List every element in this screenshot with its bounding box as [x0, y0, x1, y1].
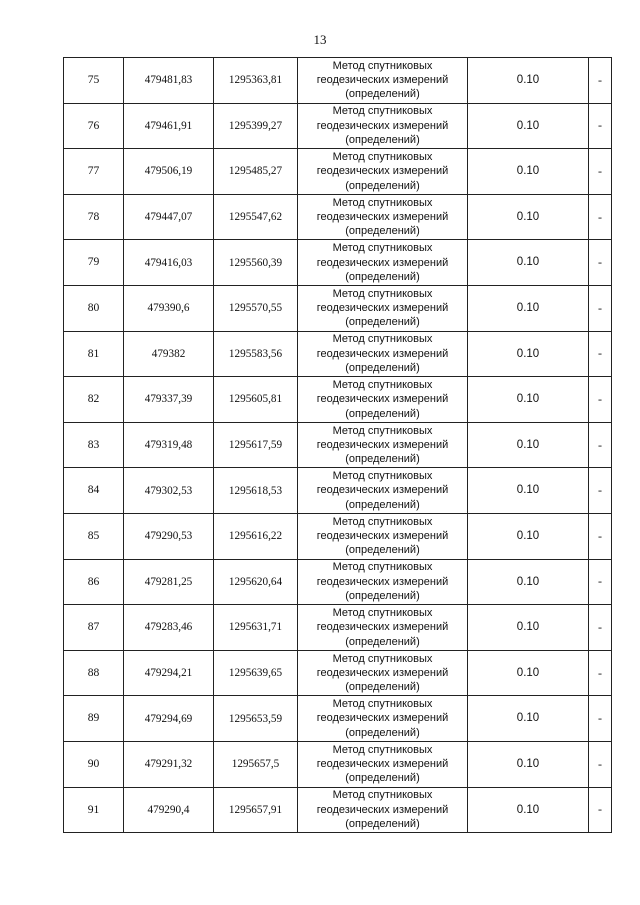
- coordinate-x-cell: 479291,32: [124, 741, 214, 787]
- coordinate-x-cell: 479319,48: [124, 422, 214, 468]
- method-line: геодезических измерений: [316, 530, 449, 543]
- table-row: [64, 513, 612, 559]
- method-line: (определений): [345, 589, 420, 602]
- point-number-cell: 83: [64, 422, 124, 468]
- coordinate-x-cell: 479390,6: [124, 285, 214, 331]
- point-number-cell: 87: [64, 605, 124, 651]
- coordinate-x-cell: 479294,21: [124, 650, 214, 696]
- method-cell: [298, 741, 468, 787]
- method-line: геодезических измерений: [316, 712, 449, 725]
- coordinates-table-body: [64, 58, 612, 833]
- method-line: Метод спутниковых: [332, 606, 433, 619]
- method-line: Метод спутниковых: [332, 105, 433, 118]
- method-line: (определений): [345, 681, 420, 694]
- coordinate-x-cell: 479337,39: [124, 377, 214, 423]
- coordinate-y-cell: 1295617,59: [214, 422, 298, 468]
- note-cell: -: [589, 194, 612, 240]
- coordinate-y-cell: 1295547,62: [214, 194, 298, 240]
- method-line: Метод спутниковых: [332, 515, 433, 528]
- method-line: геодезических измерений: [316, 621, 449, 634]
- coordinate-y-cell: 1295363,81: [214, 58, 298, 104]
- accuracy-cell: 0.10: [468, 149, 589, 195]
- note-cell: -: [589, 559, 612, 605]
- coordinate-y-cell: 1295485,27: [214, 149, 298, 195]
- point-number-cell: 88: [64, 650, 124, 696]
- note-cell: -: [589, 650, 612, 696]
- method-line: (определений): [345, 544, 420, 557]
- method-line: геодезических измерений: [316, 256, 449, 269]
- method-cell: [298, 650, 468, 696]
- accuracy-cell: 0.10: [468, 741, 589, 787]
- method-cell: [298, 58, 468, 104]
- table-row: [64, 285, 612, 331]
- coordinate-y-cell: 1295653,59: [214, 696, 298, 742]
- accuracy-cell: 0.10: [468, 58, 589, 104]
- table-row: [64, 240, 612, 286]
- coordinate-y-cell: 1295583,56: [214, 331, 298, 377]
- method-cell: [298, 285, 468, 331]
- note-cell: -: [589, 285, 612, 331]
- table-row: [64, 103, 612, 149]
- accuracy-cell: 0.10: [468, 559, 589, 605]
- point-number-cell: 75: [64, 58, 124, 104]
- method-line: геодезических измерений: [316, 74, 449, 87]
- point-number-cell: 76: [64, 103, 124, 149]
- accuracy-cell: 0.10: [468, 422, 589, 468]
- method-line: Метод спутниковых: [332, 652, 433, 665]
- note-cell: -: [589, 605, 612, 651]
- method-line: (определений): [345, 270, 420, 283]
- method-cell: [298, 787, 468, 833]
- coordinate-x-cell: 479382: [124, 331, 214, 377]
- method-cell: [298, 194, 468, 240]
- method-line: (определений): [345, 498, 420, 511]
- table-row: [64, 58, 612, 104]
- method-line: геодезических измерений: [316, 347, 449, 360]
- method-line: (определений): [345, 134, 420, 147]
- method-line: (определений): [345, 635, 420, 648]
- table-row: [64, 741, 612, 787]
- method-cell: [298, 559, 468, 605]
- coordinate-y-cell: 1295616,22: [214, 513, 298, 559]
- note-cell: -: [589, 240, 612, 286]
- method-line: (определений): [345, 225, 420, 238]
- note-cell: -: [589, 58, 612, 104]
- method-line: геодезических измерений: [316, 165, 449, 178]
- point-number-cell: 86: [64, 559, 124, 605]
- page-number: 13: [313, 32, 327, 47]
- point-number-cell: 90: [64, 741, 124, 787]
- coordinate-x-cell: 479283,46: [124, 605, 214, 651]
- method-line: геодезических измерений: [316, 575, 449, 588]
- coordinate-y-cell: 1295639,65: [214, 650, 298, 696]
- method-line: геодезических измерений: [316, 210, 449, 223]
- method-line: геодезических измерений: [316, 302, 449, 315]
- method-line: (определений): [345, 362, 420, 374]
- note-cell: -: [589, 331, 612, 377]
- coordinate-x-cell: 479294,69: [124, 696, 214, 742]
- point-number-cell: 78: [64, 194, 124, 240]
- method-cell: [298, 377, 468, 423]
- coordinate-y-cell: 1295560,39: [214, 240, 298, 286]
- method-cell: [298, 605, 468, 651]
- accuracy-cell: 0.10: [468, 331, 589, 377]
- accuracy-cell: 0.10: [468, 377, 589, 423]
- method-cell: [298, 240, 468, 286]
- point-number-cell: 89: [64, 696, 124, 742]
- method-line: (определений): [345, 817, 420, 830]
- method-cell: [298, 149, 468, 195]
- table-row: [64, 194, 612, 240]
- accuracy-cell: 0.10: [468, 650, 589, 696]
- method-line: геодезических измерений: [316, 119, 449, 132]
- method-line: геодезических измерений: [316, 484, 449, 497]
- table-row: [64, 696, 612, 742]
- point-number-cell: 79: [64, 240, 124, 286]
- coordinate-x-cell: 479506,19: [124, 149, 214, 195]
- point-number-cell: 77: [64, 149, 124, 195]
- method-line: (определений): [345, 772, 420, 785]
- note-cell: -: [589, 422, 612, 468]
- coordinate-x-cell: 479302,53: [124, 468, 214, 514]
- coordinate-y-cell: 1295605,81: [214, 377, 298, 423]
- method-line: Метод спутниковых: [332, 470, 433, 483]
- method-line: (определений): [345, 88, 420, 101]
- note-cell: -: [589, 741, 612, 787]
- accuracy-cell: 0.10: [468, 194, 589, 240]
- method-line: Метод спутниковых: [332, 561, 433, 574]
- table-row: [64, 468, 612, 514]
- table-row: [64, 787, 612, 833]
- method-line: Метод спутниковых: [332, 287, 433, 300]
- method-cell: [298, 331, 468, 377]
- method-line: (определений): [345, 453, 420, 466]
- accuracy-cell: 0.10: [468, 240, 589, 286]
- method-line: Метод спутниковых: [332, 698, 433, 711]
- note-cell: -: [589, 468, 612, 514]
- accuracy-cell: 0.10: [468, 513, 589, 559]
- coordinate-x-cell: 479290,4: [124, 787, 214, 833]
- point-number-cell: 84: [64, 468, 124, 514]
- coordinate-x-cell: 479281,25: [124, 559, 214, 605]
- method-line: геодезических измерений: [316, 666, 449, 679]
- coordinate-x-cell: 479416,03: [124, 240, 214, 286]
- method-line: (определений): [345, 726, 420, 739]
- coordinate-x-cell: 479481,83: [124, 58, 214, 104]
- coordinate-y-cell: 1295631,71: [214, 605, 298, 651]
- accuracy-cell: 0.10: [468, 285, 589, 331]
- point-number-cell: 91: [64, 787, 124, 833]
- note-cell: -: [589, 787, 612, 833]
- method-cell: [298, 468, 468, 514]
- method-line: геодезических измерений: [316, 438, 449, 451]
- accuracy-cell: 0.10: [468, 103, 589, 149]
- method-line: Метод спутниковых: [332, 59, 433, 72]
- method-cell: [298, 696, 468, 742]
- method-line: геодезических измерений: [316, 803, 449, 816]
- point-number-cell: 82: [64, 377, 124, 423]
- note-cell: -: [589, 149, 612, 195]
- accuracy-cell: 0.10: [468, 696, 589, 742]
- method-line: геодезических измерений: [316, 393, 449, 406]
- method-line: Метод спутниковых: [332, 743, 433, 756]
- table-row: [64, 422, 612, 468]
- note-cell: -: [589, 513, 612, 559]
- coordinate-y-cell: 1295618,53: [214, 468, 298, 514]
- method-cell: [298, 103, 468, 149]
- table-row: [64, 377, 612, 423]
- method-line: геодезических измерений: [316, 758, 449, 771]
- table-row: [64, 149, 612, 195]
- table-row: [64, 605, 612, 651]
- note-cell: -: [589, 103, 612, 149]
- method-line: Метод спутниковых: [332, 242, 433, 255]
- point-number-cell: 81: [64, 331, 124, 377]
- table-row: [64, 331, 612, 377]
- accuracy-cell: 0.10: [468, 605, 589, 651]
- table-row: [64, 650, 612, 696]
- method-line: Метод спутниковых: [332, 379, 433, 391]
- accuracy-cell: 0.10: [468, 468, 589, 514]
- coordinate-x-cell: 479461,91: [124, 103, 214, 149]
- method-cell: [298, 422, 468, 468]
- coordinates-table: [63, 57, 612, 833]
- accuracy-cell: 0.10: [468, 787, 589, 833]
- coordinate-y-cell: 1295399,27: [214, 103, 298, 149]
- method-line: Метод спутниковых: [332, 196, 433, 209]
- method-line: Метод спутниковых: [332, 333, 433, 346]
- method-line: Метод спутниковых: [332, 789, 433, 802]
- coordinate-x-cell: 479447,07: [124, 194, 214, 240]
- coordinate-y-cell: 1295657,91: [214, 787, 298, 833]
- method-line: (определений): [345, 179, 420, 192]
- note-cell: -: [589, 377, 612, 423]
- coordinate-y-cell: 1295657,5: [214, 741, 298, 787]
- method-line: Метод спутниковых: [332, 424, 433, 437]
- coordinate-y-cell: 1295570,55: [214, 285, 298, 331]
- coordinate-x-cell: 479290,53: [124, 513, 214, 559]
- point-number-cell: 85: [64, 513, 124, 559]
- method-line: (определений): [345, 407, 420, 420]
- method-line: Метод спутниковых: [332, 151, 433, 164]
- method-line: (определений): [345, 316, 420, 329]
- method-cell: [298, 513, 468, 559]
- note-cell: -: [589, 696, 612, 742]
- coordinate-y-cell: 1295620,64: [214, 559, 298, 605]
- point-number-cell: 80: [64, 285, 124, 331]
- table-row: [64, 559, 612, 605]
